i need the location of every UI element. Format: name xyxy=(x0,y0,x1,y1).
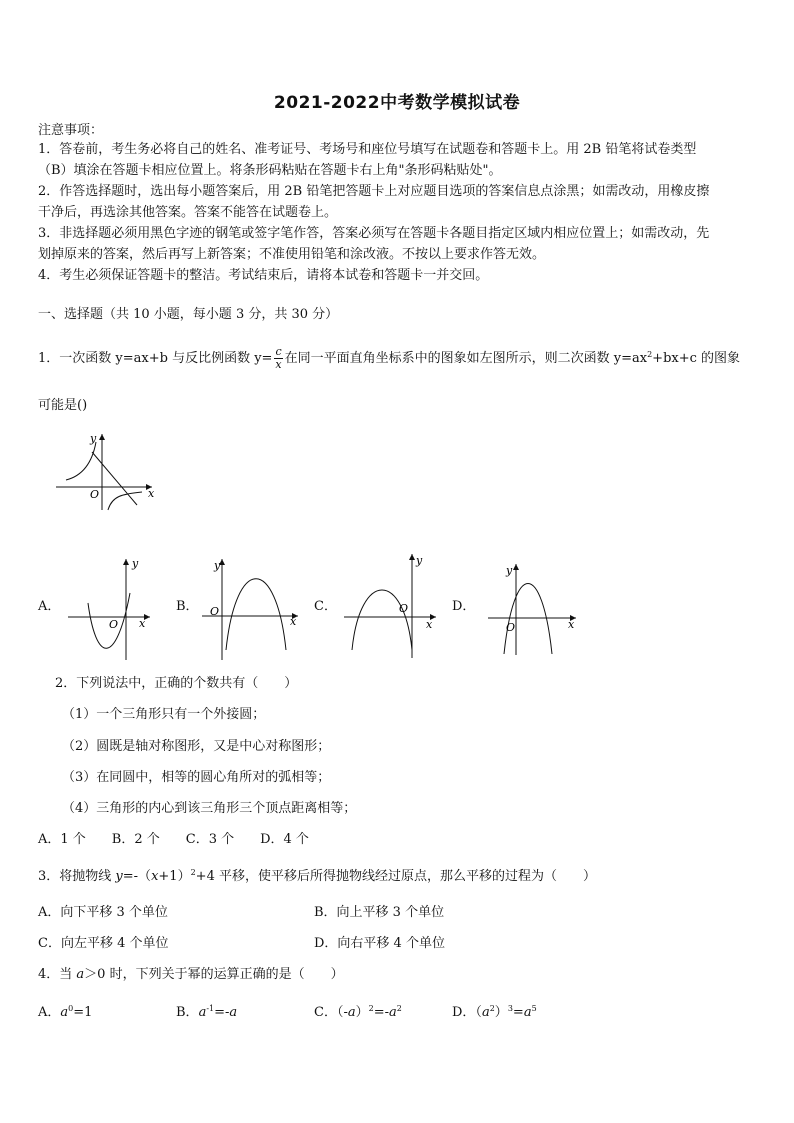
question-1-stem-line2: 可能是() xyxy=(38,398,88,413)
option-a-graph xyxy=(66,555,156,665)
option-a-label: A． xyxy=(38,599,61,614)
svg-text:x: x xyxy=(139,617,146,630)
section-heading: 一、选择题（共 10 小题，每小题 3 分，共 30 分） xyxy=(38,307,339,322)
question-2-options: A．1 个 B．2 个 C．3 个 D．4 个 xyxy=(38,832,309,847)
svg-text:y: y xyxy=(416,554,423,567)
question-4-option-c: C．$(-a)^2=-a^2$ xyxy=(314,1004,402,1020)
axis-y-label: y xyxy=(90,432,97,445)
option-d-graph xyxy=(486,560,581,660)
svg-text:x: x xyxy=(290,615,297,628)
notice-line: 干净后，再选涂其他答案。答案不能答在试题卷上。 xyxy=(38,205,338,220)
svg-text:y: y xyxy=(214,559,221,572)
svg-text:O: O xyxy=(210,605,220,618)
reference-graph xyxy=(52,430,162,515)
question-3-option-a: A．向下平移 3 个单位 xyxy=(38,905,168,920)
question-2-item: （4）三角形的内心到该三角形三个顶点距离相等； xyxy=(62,801,357,816)
question-1-stem: 1．一次函数 y=ax+b 与反比例函数 y= $\frac{c}{x}$ 在同一平面直角坐标系中的图象如左图所示，则二次函数 $y=ax^2+bx+c$ 的图象 xyxy=(38,345,741,371)
option-d-label: D． xyxy=(452,599,476,614)
question-4-option-d: D．$(a^2)^3=a^5$ xyxy=(452,1004,537,1020)
notice-line: 1．答卷前，考生务必将自己的姓名、准考证号、考场号和座位号填写在试题卷和答题卡上。用 2B 铅笔将试卷类型 xyxy=(38,142,697,157)
notice-line: （B）填涂在答题卡相应位置上。将条形码粘贴在答题卡右上角"条形码粘贴处"。 xyxy=(38,163,502,178)
svg-text:x: x xyxy=(568,618,575,631)
option-c-graph xyxy=(342,550,442,662)
svg-text:O: O xyxy=(109,618,119,631)
question-3-option-b: B．向上平移 3 个单位 xyxy=(314,905,445,920)
question-4-stem: 4．当 a＞0 时，下列关于幂的运算正确的是（ ） xyxy=(38,967,344,982)
notice-line: 2．作答选择题时，选出每小题答案后，用 2B 铅笔把答题卡上对应题目选项的答案信息点涂黑；如需改动，用橡皮擦 xyxy=(38,184,710,199)
question-3-stem: 3．将抛物线 $y=-(x+1)^2+4$ 平移，使平移后所得抛物线经过原点，那么平移的过程为（ ） xyxy=(38,868,596,884)
notice-heading: 注意事项： xyxy=(38,123,104,138)
axis-x-label: x xyxy=(148,487,155,500)
notice-line: 划掉原来的答案，然后再写上新答案；不准使用铅笔和涂改液。不按以上要求作答无效。 xyxy=(38,247,546,262)
origin-label: O xyxy=(90,488,100,501)
svg-text:O: O xyxy=(399,602,409,615)
question-4-option-a: A．$a^0=1$ xyxy=(38,1004,93,1020)
fraction: $\frac{c}{x}$ xyxy=(275,345,282,371)
question-2-item: （2）圆既是轴对称图形，又是中心对称图形； xyxy=(62,739,331,754)
notice-line: 4．考生必须保证答题卡的整洁。考试结束后，请将本试卷和答题卡一并交回。 xyxy=(38,268,489,283)
question-3-option-c: C．向左平移 4 个单位 xyxy=(38,936,169,951)
svg-text:x: x xyxy=(426,618,433,631)
notice-line: 3．非选择题必须用黑色字迹的钢笔或签字笔作答，答案必须写在答题卡各题目指定区域内相应位置上；如需改动，先 xyxy=(38,226,710,241)
question-2-item: （3）在同圆中，相等的圆心角所对的弧相等； xyxy=(62,770,331,785)
question-3-option-d: D．向右平移 4 个单位 xyxy=(314,936,445,951)
option-b-label: B． xyxy=(176,599,199,614)
svg-text:y: y xyxy=(132,557,139,570)
question-2-item: （1）一个三角形只有一个外接圆； xyxy=(62,707,266,722)
option-b-graph xyxy=(200,555,305,665)
question-2-stem: 2．下列说法中，正确的个数共有（ ） xyxy=(55,676,298,691)
page-title: 2021-2022中考数学模拟试卷 xyxy=(273,93,521,113)
svg-text:O: O xyxy=(506,621,516,634)
svg-text:y: y xyxy=(506,564,513,577)
option-c-label: C． xyxy=(314,599,337,614)
question-4-option-b: B．$a^{-1}=-a$ xyxy=(176,1004,238,1020)
